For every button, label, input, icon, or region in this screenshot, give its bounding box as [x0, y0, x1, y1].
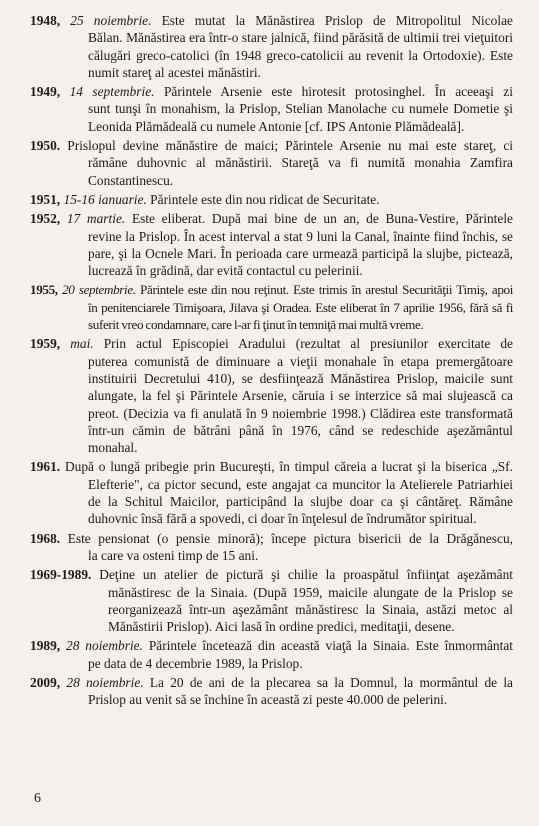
entry-text-first: Este pensionat (o pensie minoră); începe pictura bisericii de la Drăgănescu, — [67, 530, 513, 546]
document-page — [30, 12, 513, 711]
entry-text-first: Este mutat la Mănăstirea Prislop de Mitropolitul Nicolae — [161, 13, 513, 28]
entry-1948 — [30, 12, 513, 81]
entry-1952 — [30, 210, 513, 279]
entry-year: 1969-1989. — [30, 567, 92, 583]
entry-1961 — [30, 458, 513, 527]
entry-text-first: Părintele încetează din această viaţă la Sinaia. Este înmormântat — [148, 638, 513, 654]
entry-date: 28 noiembrie. — [66, 674, 144, 690]
entry-1955 — [30, 281, 513, 333]
entry-text: Bălan. Mănăstirea era într-o stare jalnică, fiind părăsită de ultimii trei vieţuitori călugări greco-catolici (în 1948 greco-catolicii au revenit la Ortodoxie). Este numit stareţ al acestei mănăstiri. — [88, 30, 513, 80]
entry-year: 1948, — [30, 13, 61, 28]
entry-text-first: Prin actul Episcopiei Aradului (rezultat al presiunilor exercitate de — [103, 336, 513, 352]
entry-text: Elefterie", ca pictor secund, este angajat ca muncitor la Atelierele Patriarhiei de la Schitul Maicilor, participând la slujbe doar ca şi cântăreţ. Rămâne duhovnic însă fără a spovedi, ci doar în înţelesul de îndrumător spiritual. — [88, 476, 513, 527]
entry-year: 1952, — [30, 211, 61, 227]
page-number: 6 — [34, 791, 41, 806]
entry-date: 28 noiembrie. — [66, 638, 143, 654]
entry-year: 1961. — [30, 459, 61, 475]
entry-1949 — [30, 83, 513, 135]
entry-date: mai. — [70, 336, 94, 352]
entry-text-first: După o lungă pribegie prin Bucureşti, în timpul căreia a lucrat şi la biserica „Sf. — [64, 459, 513, 475]
entry-year: 1968. — [30, 530, 61, 546]
entry-text: în penitenciarele Timişoara, Jilava şi Oradea. Este eliberat în 7 aprilie 1956, fără să fi suferit vreo condamnare, care l-ar fi ţinut în temniţă mai multă vreme. — [88, 299, 513, 333]
entry-date: 25 noiembrie. — [70, 13, 152, 28]
entry-text: mănăstiresc de la Sinaia. (După 1959, maicile alungate de la Prislop se reorganizează într-un aşezământ mănăstiresc la Sinaia, astăzi metoc al Mănăstirii Prislop). Aici lasă în ordine predici, meditaţii, desene. — [108, 584, 513, 635]
entry-text-first: Părintele este din nou ridicat de Securitate. — [150, 191, 380, 207]
entry-year: 1989, — [30, 638, 61, 654]
entry-text-first: Este eliberat. După mai bine de un an, de Buna-Vestire, Părintele — [131, 211, 514, 227]
entry-year: 1950. — [30, 138, 61, 154]
entry-year: 1949, — [30, 84, 61, 100]
entry-text: pe data de 4 decembrie 1989, la Prislop. — [88, 655, 303, 671]
entry-text: puterea comunistă de diminuare a vieţii monahale în etapa premergătoare instituirii Decretului 410), se desfiinţează Mănăstirea Prislop, maicile sunt alungate, la fel şi Părintele Arsenie, căruia i se interzice să mai slujească ca preot. (Decizia va fi anulată în 9 noiembrie 1998.) Clădirea este transformată într-un cămin de bătrâni până în 1976, când se redeschide aşezământul monahal. — [88, 353, 513, 456]
entry-year: 1959, — [30, 336, 61, 352]
entry-date: 14 septembrie. — [69, 84, 155, 100]
entry-1989 — [30, 637, 513, 672]
entry-year: 2009, — [30, 674, 61, 690]
entry-text: rămâne duhovnic al mănăstirii. Stareţă va fi numită monahia Zamfira Constantinescu. — [88, 155, 513, 188]
entry-text: revine la Prislop. În acest interval a stat 9 luni la Canal, înainte fiind închis, se pare, şi la Ocnele Mari. În perioada care urmează participă la slujbe, pictează, lucrează în grădină, dar evită contactul cu pelerinii. — [88, 228, 513, 279]
entry-1950 — [30, 137, 513, 189]
entry-date: 17 martie. — [66, 211, 126, 227]
entry-1959 — [30, 335, 513, 456]
entry-text-first: La 20 de ani de la plecarea sa la Domnul, la mormântul de la — [149, 674, 513, 690]
entry-year: 1955, — [30, 282, 58, 298]
entry-text: sunt tunşi în monahism, la Prislop, Stelian Manolache cu numele Dometie şi Leonida Plămădeală cu numele Antonie [cf. IPS Antonie Plămădeală]. — [88, 101, 513, 134]
entry-date: 15-16 ianuarie. — [63, 191, 147, 207]
entry-text: Prislop au venit să se închine în această zi peste 40.000 de pelerini. — [88, 692, 448, 708]
entry-text-first: Părintele este din nou reţinut. Este trimis în arestul Securităţii Timiş, apoi — [140, 282, 514, 298]
entry-date: 20 septembrie. — [62, 282, 136, 298]
entry-year: 1951, — [30, 191, 61, 207]
entry-text: la care va osteni timp de 15 ani. — [88, 547, 259, 563]
entry-text-first: Părintele Arsenie este hirotesit protosinghel. În aceeaşi zi — [163, 84, 513, 100]
entry-text-first: Deţine un atelier de pictură şi chilie la proaspătul înfiinţat aşezământ — [99, 567, 513, 583]
entry-text-first: Prislopul devine mănăstire de maici; Părintele Arsenie nu mai este stareţ, ci — [67, 138, 513, 154]
entry-1969-1989 — [30, 566, 513, 635]
entry-2009 — [30, 674, 513, 709]
entry-1951 — [30, 191, 513, 208]
entry-1968 — [30, 530, 513, 565]
